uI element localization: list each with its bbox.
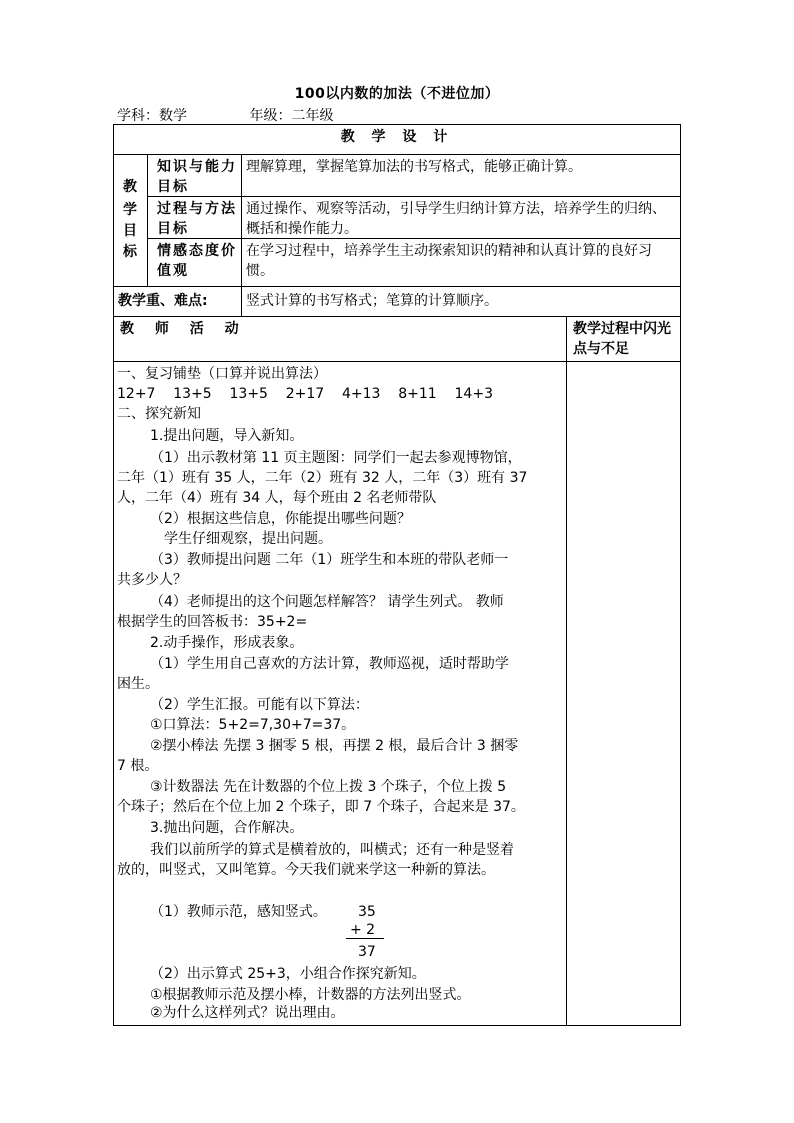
content-line: ②为什么这样列式？说出理由。 [150,1005,345,1021]
content-line: 困生。 [117,676,159,692]
content-line: ②摆小棒法 先摆 3 捆零 5 根，再摆 2 根，最后合计 3 捆零 [150,738,519,754]
table-header: 教 学 设 计 [340,129,454,145]
content-line: 二、探究新知 [117,406,201,422]
goals-label-char: 学 [123,202,137,218]
content-line: 我们以前所学的算式是横着放的，叫横式；还有一种是竖着 [150,842,514,858]
content-line: 一、复习铺垫（口算并说出算法） [117,366,327,382]
content-line: 二年（1）班有 35 人，二年（2）班有 32 人，二年（3）班有 37 [117,470,528,486]
col-divider [241,154,242,316]
row-divider [113,286,681,287]
content-line: 学生仔细观察，提出问题。 [164,531,332,547]
vertical-sum-line [346,938,384,939]
table-border-left [113,124,114,1026]
activity-header: 教 师 活 动 [120,321,247,337]
content-line: 共多少人？ [117,572,187,588]
content-line: （2）学生汇报。可能有以下算法： [150,697,369,713]
goals-label-char: 目 [123,223,137,239]
row-divider [113,316,681,317]
goal-text-process: 通过操作、观察等活动，引导学生归纳计算方法，培养学生的归纳、概括和操作能力。 [246,201,666,237]
document-title: 100以内数的加法（不进位加） [294,86,500,102]
table-border-bottom [113,1025,681,1026]
content-line: ①口算法：5+2=7,30+7=37。 [150,717,356,733]
goals-label-char: 标 [123,244,137,260]
vertical-addend: 35 [358,904,376,920]
content-line: （3）教师提出问题 二年（1）班学生和本班的带队老师一 [150,552,509,568]
content-line: （1）出示教材第 11 页主题图：同学们一起去参观博物馆， [150,450,522,466]
reflection-header: 教学过程中闪光点与不足 [573,321,671,357]
table-border-right [680,124,681,1026]
content-line: 7 根。 [117,758,159,774]
content-line: 2.动手操作，形成表象。 [150,635,304,651]
key-points-text: 竖式计算的书写格式；笔算的计算顺序。 [246,293,498,309]
grade-label: 年级：二年级 [249,108,334,124]
table-border-top [113,124,681,125]
content-line: （4）老师提出的这个问题怎样解答？ 请学生列式。 教师 [150,594,504,610]
vertical-sum: 37 [358,944,376,960]
goal-label-process: 过程与方法目标 [157,201,237,237]
content-line: 根据学生的回答板书：35+2= [117,614,308,630]
content-line: （1）教师示范，感知竖式。 [150,904,327,920]
goal-text-knowledge: 理解算理，掌握笔算加法的书写格式，能够正确计算。 [246,159,582,175]
col-divider [147,154,148,286]
content-line: 放的，叫竖式，又叫笔算。今天我们就来学这一种新的算法。 [117,862,495,878]
content-line: 3.抛出问题，合作解决。 [150,820,304,836]
content-line: （2）根据这些信息，你能提出哪些问题？ [150,511,411,527]
vertical-operator: + 2 [350,922,376,938]
meta-line [117,105,333,125]
content-line: ①根据教师示范及摆小棒，计数器的方法列出竖式。 [150,987,471,1003]
col-divider [566,316,567,1026]
row-divider [113,154,681,155]
content-line: （2）出示算式 25+3，小组合作探究新知。 [150,966,426,982]
subject-label: 学科：数学 [117,108,187,124]
content-line: 人，二年（4）班有 34 人，每个班由 2 名老师带队 [117,490,437,506]
goal-text-attitude: 在学习过程中，培养学生主动探索知识的精神和认真计算的良好习惯。 [246,243,652,279]
content-line: ③计数器法 先在计数器的个位上拨 3 个珠子，个位上拨 5 [150,779,507,795]
goal-label-knowledge: 知识与能力目标 [157,159,237,195]
row-divider [113,361,681,362]
content-line: （1）学生用自己喜欢的方法计算，教师巡视，适时帮助学 [150,656,509,672]
content-line: 个珠子；然后在个位上加 2 个珠子，即 7 个珠子，合起来是 37。 [117,799,525,815]
content-line: 1.提出问题，导入新知。 [150,428,304,444]
goals-label-char: 教 [123,179,137,195]
content-line: 12+7 13+5 13+5 2+17 4+13 8+11 14+3 [117,386,493,402]
key-points-label: 教学重、难点: [118,293,208,309]
goal-label-attitude: 情感态度价值观 [157,243,237,279]
